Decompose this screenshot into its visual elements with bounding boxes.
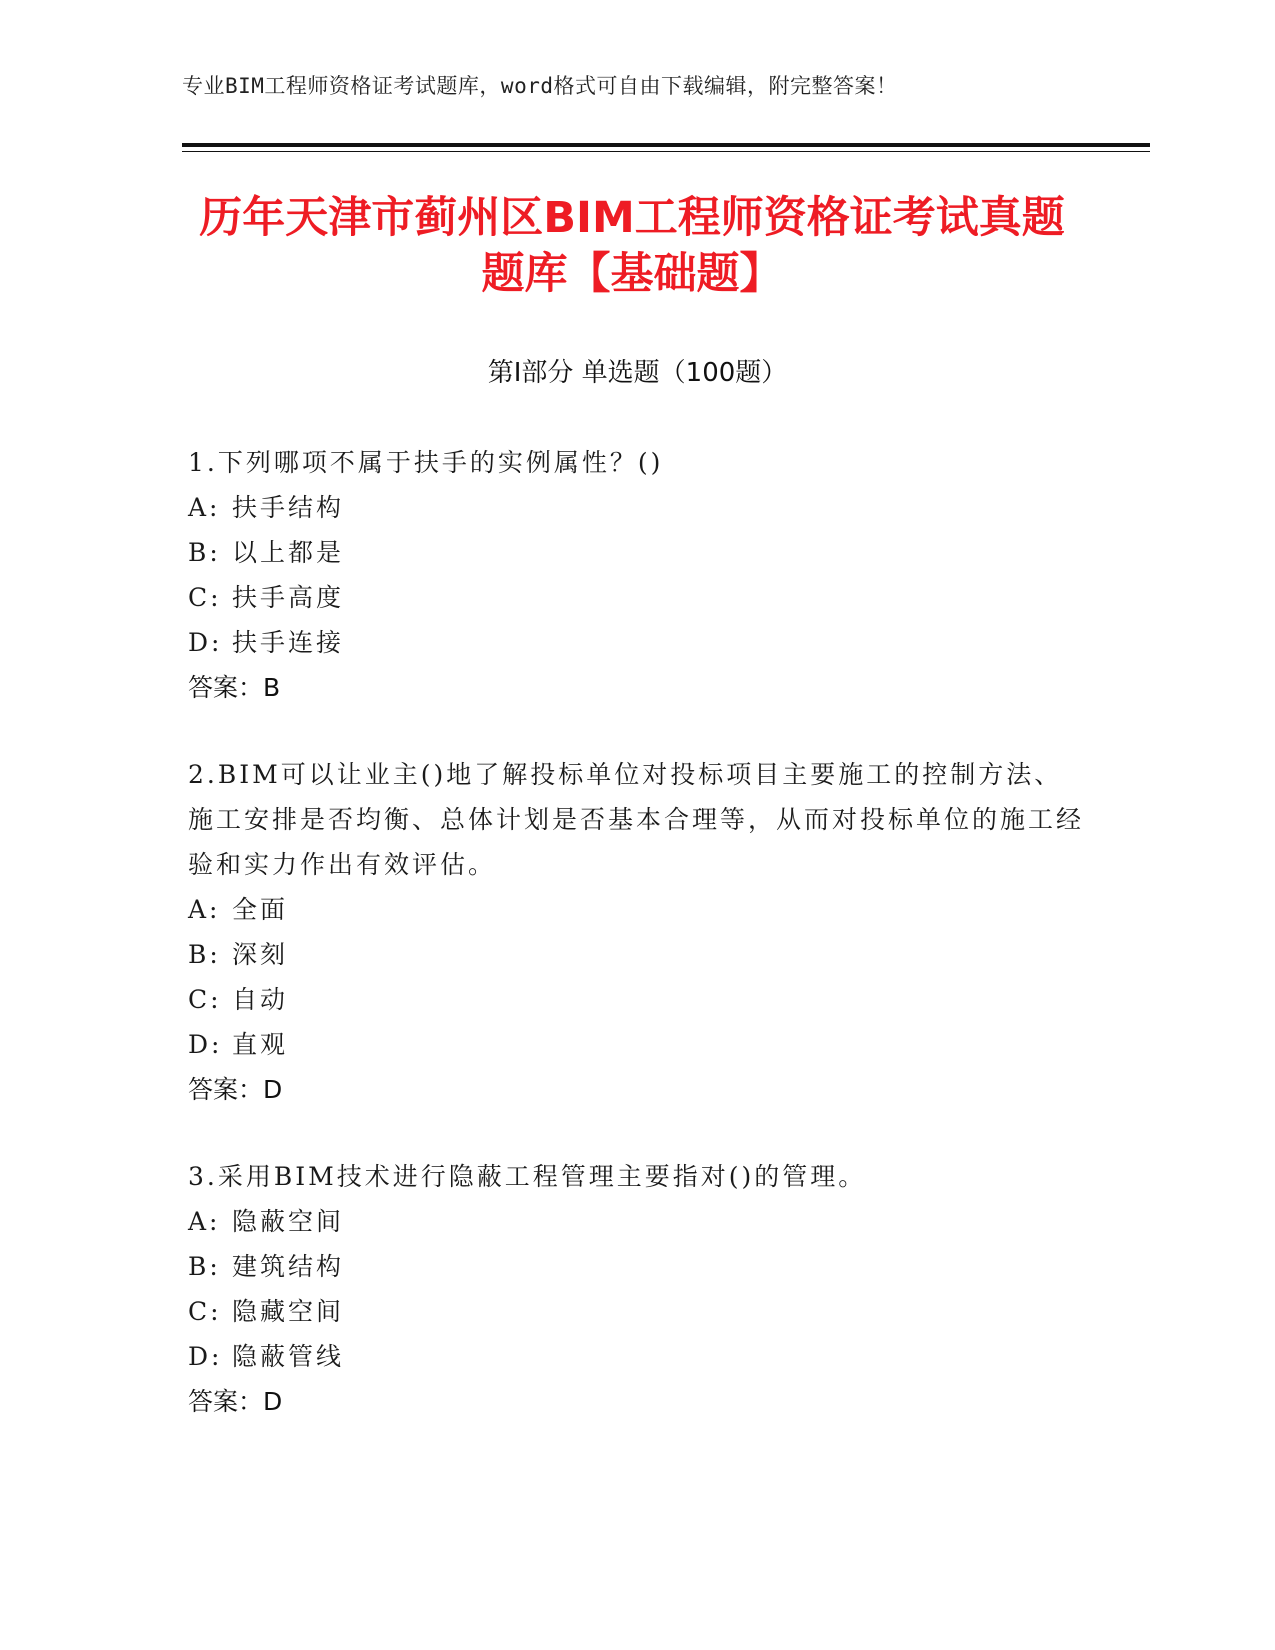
option-text: 隐蔽管线 [232,1342,345,1371]
option-letter: B: [188,1252,221,1281]
option-b [188,530,1088,575]
option-letter: A: [188,895,221,924]
header-rule-thick [182,143,1150,147]
option-b [188,1244,1088,1289]
question-3 [188,1154,1088,1424]
option-letter: B: [188,538,221,567]
option-text: 深刻 [232,940,289,969]
option-letter: D: [188,628,223,657]
option-letter: C: [188,1297,222,1326]
option-letter: B: [188,940,221,969]
header-rule-thin [182,151,1150,152]
option-letter: C: [188,985,222,1014]
option-text: 全面 [232,895,289,924]
option-c [188,977,1088,1022]
option-letter: A: [188,493,221,522]
question-stem: 2.BIM可以让业主()地了解投标单位对投标项目主要施工的控制方法、施工安排是否均衡、总体计划是否基本合理等，从而对投标单位的施工经验和实力作出有效评估。 [188,760,1085,879]
option-text: 扶手连接 [232,628,345,657]
question-stem: 3.采用BIM技术进行隐蔽工程管理主要指对()的管理。 [188,1162,867,1191]
page-header: 专业BIM工程师资格证考试题库，word格式可自由下载编辑，附完整答案！ [182,74,898,98]
option-letter: D: [188,1030,223,1059]
option-a [188,1199,1088,1244]
option-text: 建筑结构 [232,1252,345,1281]
option-a [188,485,1088,530]
option-text: 扶手高度 [232,583,345,612]
option-text: 自动 [232,985,289,1014]
option-text: 隐蔽空间 [232,1207,345,1236]
option-b [188,932,1088,977]
option-text: 直观 [232,1030,289,1059]
option-text: 隐藏空间 [232,1297,345,1326]
answer-line: 答案：D [188,1075,283,1104]
question-stem: 1.下列哪项不属于扶手的实例属性？() [188,448,664,477]
option-a [188,887,1088,932]
option-d [188,1022,1088,1067]
option-c [188,1289,1088,1334]
document-title: 历年天津市蓟州区BIM工程师资格证考试真题题库【基础题】 [199,193,1065,299]
option-letter: A: [188,1207,221,1236]
question-list [188,440,1088,1466]
section-heading: 第Ⅰ部分 单选题（100题） [487,358,788,388]
answer-line: 答案：D [188,1387,283,1416]
question-2 [188,752,1088,1112]
option-letter: D: [188,1342,223,1371]
option-d [188,620,1088,665]
question-1 [188,440,1088,710]
option-letter: C: [188,583,222,612]
option-text: 扶手结构 [232,493,345,522]
option-text: 以上都是 [232,538,345,567]
answer-line: 答案：B [188,673,281,702]
option-d [188,1334,1088,1379]
option-c [188,575,1088,620]
